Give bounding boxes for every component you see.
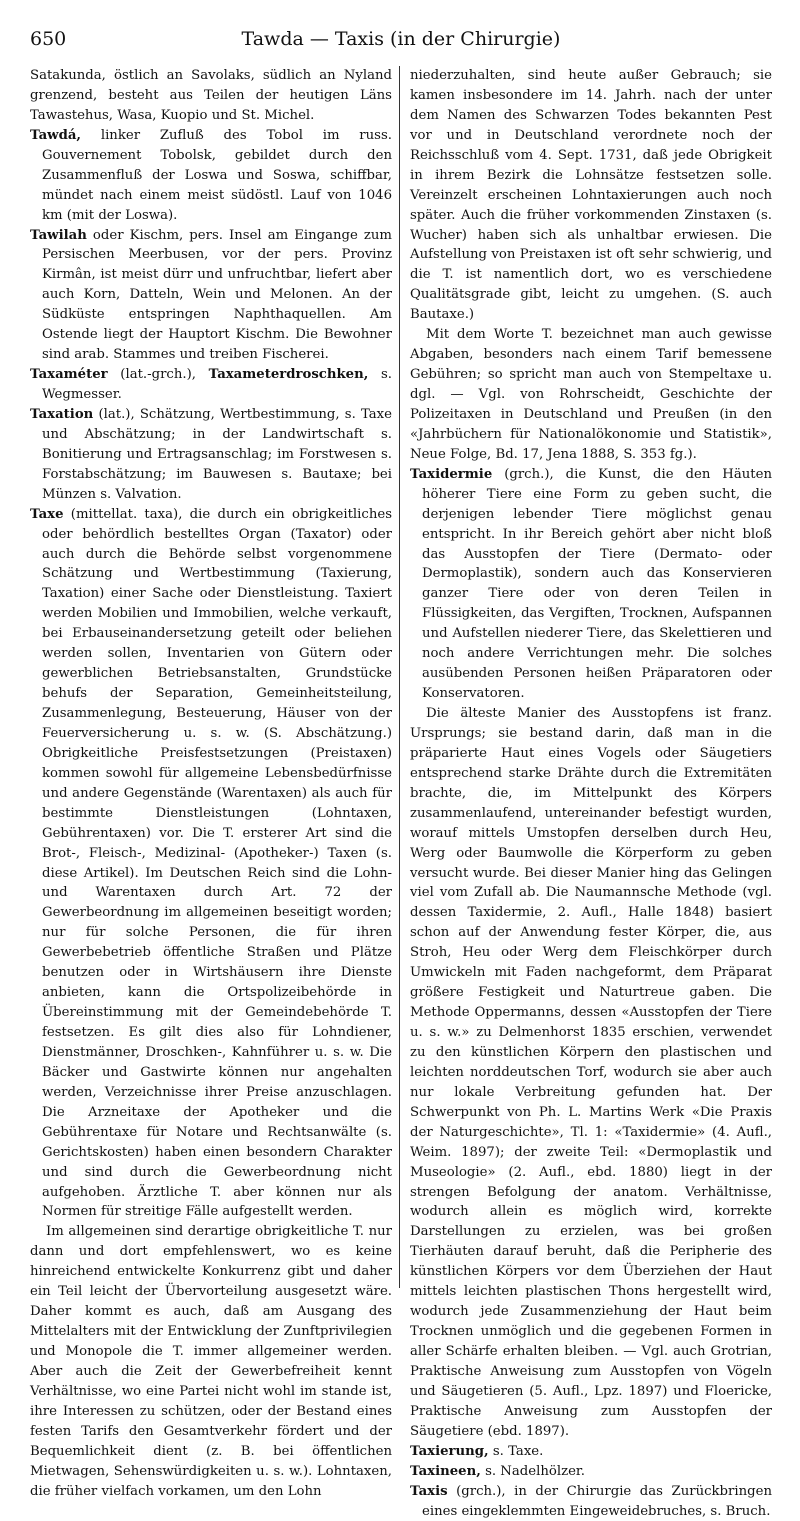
left-column: [30, 66, 392, 1502]
headword: Tawilah: [30, 227, 87, 243]
entry-text: oder Kischm, pers. Insel am Eingange zum Persischen Meerbusen, vor der pers. Provinz Kirmân, ist meist dürr und unfruchtbar, liefert aber auch Korn, Datteln, Wein und Melonen. An der Südküste entspringen Naphthaquellen. Am Ostende liegt der Hauptort Kischm. Die Bewohner sind arab. Stammes und treiben Fischerei.: [42, 227, 392, 363]
entry-tawda: [30, 126, 392, 226]
entry-text: linker Zufluß des Tobol im russ. Gouvernement Tobolsk, gebildet durch den Zusammenfluß der Loswa und Soswa, schiffbar, mündet nach einem meist südöstl. Lauf von 1046 km (mit der Loswa).: [42, 127, 392, 223]
headword: Taxe: [30, 506, 64, 522]
entry-text: s. Nadelhölzer.: [480, 1463, 586, 1479]
headword: Taxaméter: [30, 367, 108, 383]
page-number: 650: [30, 28, 67, 50]
headword: Taxameterdroschken,: [208, 367, 369, 383]
entry-taxameter: [30, 365, 392, 405]
headword: Taxation: [30, 406, 94, 422]
running-title: Tawda — Taxis (in der Chirurgie): [241, 28, 561, 50]
entry-text: s. Taxe.: [488, 1443, 544, 1459]
paragraph: Die älteste Manier des Ausstopfens ist franz. Ursprungs; sie bestand darin, daß man in die präparierte Haut eines Vogels oder Säugetiers entsprechend starke Drähte durch die Extremitäten brachte, die, im Mittelpunkt des Körpers zusammenlaufend, untereinander befestigt wurden, worauf mittels Umstopfen derselben durch Heu, Werg oder Baumwolle die Körperform zu geben versucht wurde. Bei dieser Manier hing das Gelingen viel vom Zufall ab. Die Naumannsche Methode (vgl. dessen Taxidermie, 2. Aufl., Halle 1848) basiert schon auf der Anwendung fester Körper, die, aus Stroh, Heu oder Werg dem Fleischkörper durch Umwickeln mit Faden nachgeformt, dem Präparat größere Festigkeit und Naturtreue gaben. Die Methode Oppermanns, dessen «Ausstopfen der Tiere u. s. w.» zu Delmenhorst 1835 erschien, verwendet zu den künstlichen Körpern den plastischen und leichten norddeutschen Torf, wodurch sie aber auch nur lokale Verbreitung gefunden hat. Der Schwerpunkt von Ph. L. Martins Werk «Die Praxis der Naturgeschichte», Tl. 1: «Taxidermie» (4. Aufl., Weim. 1897); der zweite Teil: «Dermoplastik und Museologie» (2. Aufl., ebd. 1880) liegt in der strengen Befolgung der anatom. Verhältnisse, wodurch allein es möglich wird, korrekte Darstellungen zu erzielen, was bei großen Tierhäuten darauf beruht, daß die Peripherie des künstlichen Körpers vor dem Überziehen der Haut mittels leichten plastischen Thons hergestellt wird, wodurch jede Zusammenziehung der Haut beim Trocknen unmöglich und die gegebenen Formen in aller Schärfe erhalten bleiben. — Vgl. auch Grotrian, Praktische Anweisung zum Ausstopfen von Vögeln und Säugetieren (5. Aufl., Lpz. 1897) und Floericke, Praktische Anweisung zum Ausstopfen der Säugetiere (ebd. 1897).: [410, 706, 772, 1439]
paragraph: Mit dem Worte T. bezeichnet man auch gewisse Abgaben, besonders nach einem Tarif bemessene Gebühren; so spricht man auch von Stempeltaxe u. dgl. — Vgl. von Rohrscheidt, Geschichte der Polizeitaxen in Deutschland und Preußen (in den «Jahrbüchern für Nationalökonomie und Statistik», Neue Folge, Bd. 17, Jena 1888, S. 353 fg.).: [410, 327, 772, 462]
entry-taxation: [30, 405, 392, 505]
headword: Taxineen,: [410, 1463, 481, 1479]
entry-taxis: [410, 1482, 772, 1521]
entry-continuation: Satakunda, östlich an Savolaks, südlich an Nyland grenzend, besteht aus Teilen der heutigen Läns Tawastehus, Wasa, Kuopio und St. Michel.: [30, 68, 392, 123]
headword: Taxierung,: [410, 1443, 489, 1459]
headword: Tawdá,: [30, 127, 82, 143]
entry-text: (lat.), Schätzung, Wertbestimmung, s. Taxe und Abschätzung; in der Landwirtschaft s. Bonitierung und Ertragsanschlag; im Forstwesen s. Forstabschätzung; im Bauwesen s. Bautaxe; bei Münzen s. Valvation.: [42, 406, 392, 502]
entry-text: (grch.), die Kunst, die den Häuten höherer Tiere eine Form zu geben sucht, die derjenigen lebender Tiere möglichst genau entspricht. In ihr Bereich gehört aber nicht bloß das Ausstopfen der Tiere (Dermato- oder Dermoplastik), sondern auch das Konservieren ganzer Tiere oder von deren Teilen in Flüssigkeiten, das Vergiften, Trocknen, Aufspannen und Aufstellen niederer Tiere, das Skelettieren und noch andere Verrichtungen mehr. Die solches ausübenden Personen heißen Präparatoren oder Konservatoren.: [422, 466, 772, 702]
headword: Taxis: [410, 1483, 448, 1499]
right-column: [410, 66, 772, 1521]
entry-taxe: [30, 505, 392, 1223]
entry-taxierung: [410, 1442, 772, 1462]
paragraph: Im allgemeinen sind derartige obrigkeitliche T. nur dann und dort empfehlenswert, wo es keine hinreichend entwickelte Konkurrenz gibt und daher ein Teil leicht der Übervorteilung ausgesetzt wäre. Daher kommt es auch, daß am Ausgang des Mittelalters mit der Entwicklung der Zunftprivilegien und Monopole die T. immer allgemeiner werden. Aber auch die Zeit der Gewerbefreiheit kennt Verhältnisse, wo eine Partei nicht wohl im stande ist, ihre Interessen zu schützen, oder der Bestand eines festen Tarifs den Gesamtverkehr fördert und der Bequemlichkeit dient (z. B. bei öffentlichen Mietwagen, Sehenswürdigkeiten u. s. w.). Lohntaxen, die früher vielfach vorkamen, um den Lohn: [30, 1224, 392, 1499]
entry-text: (grch.), in der Chirurgie das Zurückbringen eines eingeklemmten Eingeweidebruches, s. Bruch.: [422, 1483, 772, 1519]
entry-continuation: niederzuhalten, sind heute außer Gebrauch; sie kamen insbesondere im 14. Jahrh. nach der unter dem Namen des Schwarzen Todes bekannten Pest vor und in Deutschland verordnete noch der Reichsschluß vom 4. Sept. 1731, daß jede Obrigkeit in ihrem Bezirk die Lohnsätze festsetzen solle. Vereinzelt erscheinen Lohntaxierungen auch noch später. Auch die früher vorkommenden Zinstaxen (s. Wucher) haben sich als unhaltbar erwiesen. Die Aufstellung von Preistaxen ist oft sehr schwierig, und die T. ist namentlich dort, wo es verschiedene Qualitätsgrade gibt, leicht zu umgehen. (S. auch Bautaxe.): [410, 68, 772, 323]
entry-taxineen: [410, 1462, 772, 1482]
entry-text: s. Wegmesser.: [42, 367, 392, 402]
page-header: [30, 28, 772, 58]
column-divider: [399, 66, 400, 1288]
headword: Taxidermie: [410, 466, 493, 482]
entry-text: (lat.-grch.),: [107, 367, 209, 383]
entry-taxidermie: [410, 465, 772, 704]
entry-tawilah: [30, 226, 392, 366]
entry-text: (mittellat. taxa), die durch ein obrigkeitliches oder behördlich bestelltes Organ (Taxator) oder auch durch die Behörde selbst vorgenommene Schätzung und Wertbestimmung (Taxierung, Taxation) einer Sache oder Dienstleistung. Taxiert werden Mobilien und Immobilien, welche verkauft, bei Erbauseinandersetzung geteilt oder beliehen werden sollen, Inventarien von Gütern oder gewerblichen Betriebsanstalten, Grundstücke behufs der Separation, Gemeinheitsteilung, Zusammenlegung, Besteuerung, Häuser von der Feuerversicherung u. s. w. (S. Abschätzung.) Obrigkeitliche Preisfestsetzungen (Preistaxen) kommen sowohl für allgemeine Lebensbedürfnisse und andere Gegenstände (Warentaxen) als auch für bestimmte Dienstleistungen (Lohntaxen, Gebührentaxen) vor. Die T. ersterer Art sind die Brot-, Fleisch-, Medizinal- (Apotheker-) Taxen (s. diese Artikel). Im Deutschen Reich sind die Lohn- und Warentaxen durch Art. 72 der Gewerbeordnung im allgemeinen beseitigt worden; nur für solche Personen, die für ihren Gewerbebetrieb öffentliche Straßen und Plätze benutzen oder in Wirtshäusern ihre Dienste anbieten, kann die Ortspolizeibehörde in Übereinstimmung mit der Gemeindebehörde T. festsetzen. Es gilt dies also für Lohndiener, Dienstmänner, Droschken-, Kahnführer u. s. w. Die Bäcker und Gastwirte können nur angehalten werden, Verzeichnisse ihrer Preise anzuschlagen. Die Arzneitaxe der Apotheker und die Gebührentaxe für Notare und Rechtsanwälte (s. Gerichtskosten) haben einen besondern Charakter und sind durch die Gewerbeordnung nicht aufgehoben. Ärztliche T. aber können nur als Normen für streitige Fälle aufgestellt werden.: [42, 506, 392, 1220]
